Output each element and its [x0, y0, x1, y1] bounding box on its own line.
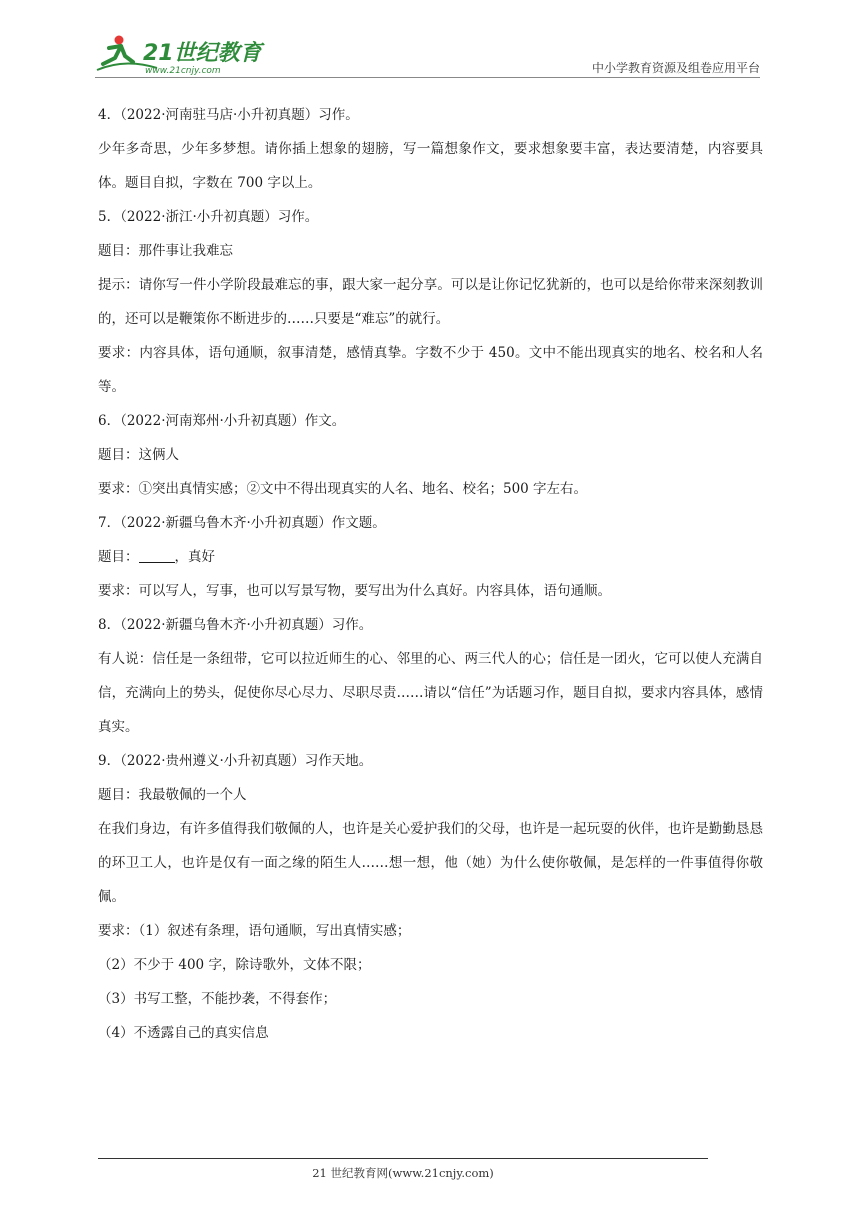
question-6-requirements: 要求：①突出真情实感；②文中不得出现真实的人名、地名、校名；500 字左右。	[98, 481, 588, 497]
question-6-title: 6．（2022·河南郑州·小升初真题）作文。	[98, 413, 346, 429]
question-5-topic: 题目：那件事让我难忘	[98, 243, 233, 259]
question-7-topic	[98, 540, 763, 574]
question-9-body: 在我们身边，有许多值得我们敬佩的人，也许是关心爱护我们的父母，也许是一起玩耍的伙伴，也许是勤勤恳恳的环卫工人，也许是仅有一面之缘的陌生人……想一想，他（她）为什么使你敬佩，是怎样的一件事值得你敬佩。	[98, 821, 763, 905]
question-9-requirement-3: （3）书写工整，不能抄袭，不得套作；	[98, 991, 337, 1007]
question-9-topic: 题目：我最敬佩的一个人	[98, 787, 247, 803]
question-5-hint: 提示：请你写一件小学阶段最难忘的事，跟大家一起分享。可以是让你记忆犹新的，也可以是给你带来深刻教训的，还可以是鞭策你不断进步的……只要是“难忘”的就行。	[98, 277, 763, 327]
svg-text:www.21cnjy.com: www.21cnjy.com	[145, 66, 221, 76]
svg-text:21世纪教育: 21世纪教育	[143, 41, 262, 66]
question-9-requirement-1: 要求：（1）叙述有条理，语句通顺，写出真情实感；	[98, 923, 411, 939]
question-4-title: 4．（2022·河南驻马店·小升初真题）习作。	[98, 107, 359, 123]
question-8-title: 8．（2022·新疆乌鲁木齐·小升初真题）习作。	[98, 617, 373, 633]
question-9-requirement-2: （2）不少于 400 字，除诗歌外，文体不限；	[98, 957, 371, 973]
runner-logo-icon	[95, 32, 265, 76]
footer-text: 21 世纪教育网(www.21cnjy.com)	[312, 1166, 494, 1180]
page-header	[95, 32, 760, 78]
question-6-topic: 题目：这俩人	[98, 447, 179, 463]
question-list	[98, 98, 763, 1050]
footer-divider	[98, 1158, 708, 1159]
question-7-title: 7．（2022·新疆乌鲁木齐·小升初真题）作文题。	[98, 515, 386, 531]
question-5-title: 5．（2022·浙江·小升初真题）习作。	[98, 209, 319, 225]
question-9-title: 9．（2022·贵州遵义·小升初真题）习作天地。	[98, 753, 373, 769]
topic-prefix: 题目：	[98, 549, 139, 565]
platform-name: 中小学教育资源及组卷应用平台	[591, 61, 760, 75]
fill-blank	[139, 548, 175, 563]
question-4-body: 少年多奇思，少年多梦想。请你插上想象的翅膀，写一篇想象作文，要求想象要丰富，表达要清楚，内容要具体。题目自拟，字数在 700 字以上。	[98, 141, 763, 191]
logo	[95, 32, 265, 76]
question-5-requirements: 要求：内容具体，语句通顺，叙事清楚，感情真挚。字数不少于 450。文中不能出现真实的地名、校名和人名等。	[98, 345, 763, 395]
topic-suffix: ，真好	[174, 549, 215, 565]
question-9-requirement-4: （4）不透露自己的真实信息	[98, 1025, 269, 1041]
header-divider	[95, 77, 760, 78]
question-8-body: 有人说：信任是一条纽带，它可以拉近师生的心、邻里的心、两三代人的心；信任是一团火，它可以使人充满自信，充满向上的势头，促使你尽心尽力、尽职尽责……请以“信任”为话题习作，题目自拟，要求内容具体，感情真实。	[98, 651, 763, 735]
question-7-requirements: 要求：可以写人，写事，也可以写景写物，要写出为什么真好。内容具体，语句通顺。	[98, 583, 611, 599]
